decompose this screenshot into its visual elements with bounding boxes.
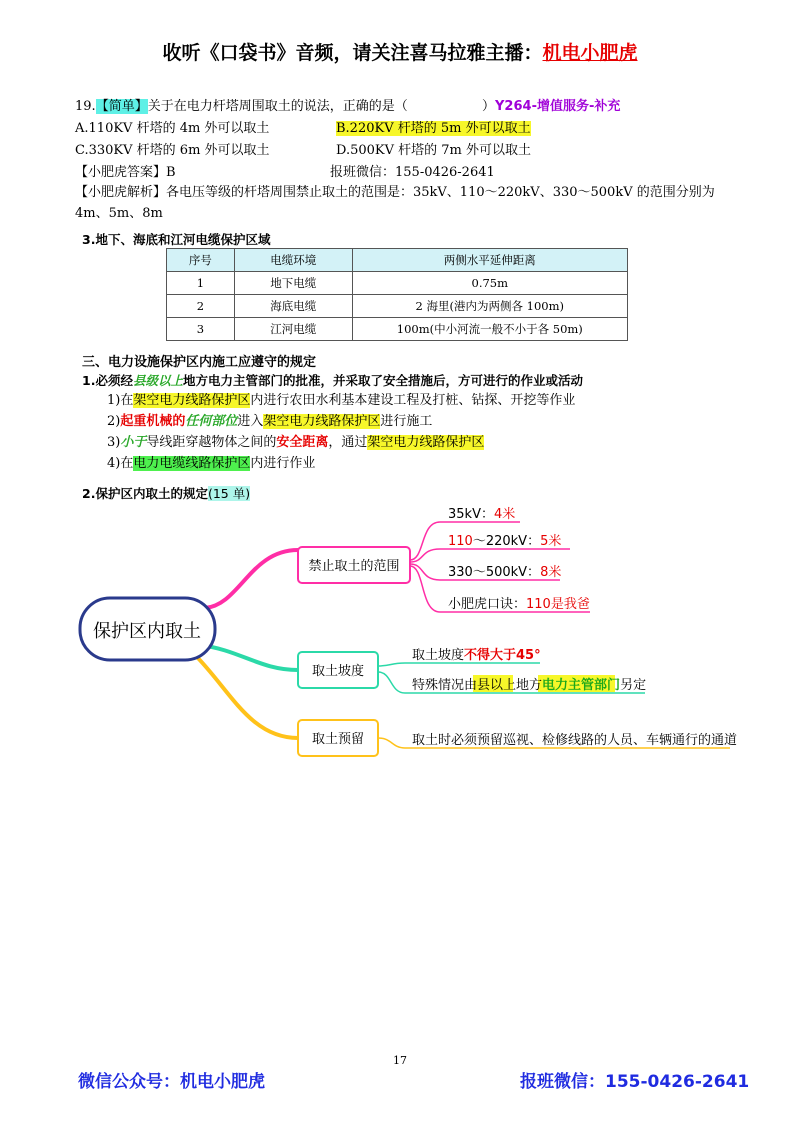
table-cell: 地下电缆 — [234, 272, 352, 295]
rule-1: 1.必须经县级以上地方电力主管部门的批准，并采取了安全措施后，方可进行的作业或活动 — [82, 373, 583, 388]
question-stem-end: ）Y264-增值服务-补充 — [482, 99, 621, 114]
header-prefix: 收听《口袋书》音频，请关注喜马拉雅主播： — [162, 42, 543, 64]
rule-item-2: 2)起重机械的任何部位进入架空电力线路保护区进行施工 — [107, 414, 433, 429]
range-35kv: 35kV：4米 — [448, 507, 516, 522]
table-cell: 1 — [167, 272, 235, 295]
slope-limit: 取土坡度不得大于45° — [412, 648, 541, 663]
mnemonic: 小肥虎口诀：110是我爸 — [448, 597, 590, 612]
table-row — [167, 295, 628, 318]
range-110-220kv: 110～220kV：5米 — [448, 534, 562, 549]
table-cell: 2 — [167, 295, 235, 318]
table-cell: 0.75m — [352, 272, 627, 295]
range-330-500kv: 330～500kV：8米 — [448, 565, 562, 580]
mindmap-root-label: 保护区内取土 — [93, 621, 201, 642]
analysis-line-2: 4m、5m、8m — [75, 206, 163, 221]
section-3-title: 3.地下、海底和江河电缆保护区域 — [82, 232, 271, 247]
slope-special-case: 特殊情况由县以上地方电力主管部门另定 — [412, 678, 647, 693]
question-text: 关于在电力杆塔周围取土的说法，正确的是（ — [147, 99, 408, 114]
connector-teal — [200, 645, 298, 670]
table-cell: 100m(中小河流一般不小于各 50m) — [352, 318, 627, 341]
option-c: C.330KV 杆塔的 6m 外可以取土 — [75, 143, 270, 158]
option-a: A.110KV 杆塔的 4m 外可以取土 — [75, 121, 270, 136]
connector-pink — [205, 550, 298, 608]
branch-slope-label: 取土坡度 — [311, 664, 365, 679]
question-stem — [75, 97, 408, 117]
footer-wechat-contact: 报班微信：155-0426-2641 — [520, 1072, 750, 1092]
answer: 【小肥虎答案】B — [75, 165, 176, 180]
difficulty-tag: 【简单】 — [95, 99, 148, 114]
table-row — [167, 272, 628, 295]
mindmap — [0, 500, 800, 780]
header-host-link[interactable]: 机电小肥虎 — [542, 42, 638, 64]
table-header: 电缆环境 — [234, 249, 352, 272]
table-cell: 海底电缆 — [234, 295, 352, 318]
table-cell: 3 — [167, 318, 235, 341]
page-header — [0, 38, 800, 65]
question-ref: Y264-增值服务-补充 — [495, 99, 621, 114]
table-header: 两侧水平延伸距离 — [352, 249, 627, 272]
analysis-line-1: 【小肥虎解析】各电压等级的杆塔周围禁止取土的范围是：35kV、110～220kV、330～500kV 的范围分别为 — [75, 185, 715, 200]
reserve-passage: 取土时必须预留巡视、检修线路的人员、车辆通行的通道 — [412, 733, 738, 748]
table-cell: 江河电缆 — [234, 318, 352, 341]
part-3-title: 三、电力设施保护区内施工应遵守的规定 — [82, 355, 317, 370]
question-number: 19. — [75, 99, 96, 114]
rule-2: 2.保护区内取土的规定(15 单) — [82, 486, 251, 501]
rule-item-3: 3)小于导线距穿越物体之间的安全距离，通过架空电力线路保护区 — [107, 435, 485, 450]
branch-forbidden-range-label: 禁止取土的范围 — [308, 559, 400, 574]
wechat-info: 报班微信：155-0426-2641 — [330, 165, 495, 180]
table-cell: 2 海里(港内为两侧各 100m) — [352, 295, 627, 318]
rule-item-1: 1)在架空电力线路保护区内进行农田水利基本建设工程及打桩、钻探、开挖等作业 — [107, 393, 576, 408]
table-header-row — [167, 249, 628, 272]
rule-item-4: 4)在电力电缆线路保护区内进行作业 — [107, 456, 316, 471]
page-number: 17 — [393, 1054, 407, 1067]
branch-reserve-label: 取土预留 — [311, 732, 365, 747]
footer-wechat-account: 微信公众号：机电小肥虎 — [78, 1072, 265, 1092]
option-d: D.500KV 杆塔的 7m 外可以取土 — [336, 143, 532, 158]
table-header: 序号 — [167, 249, 235, 272]
cable-table — [166, 248, 628, 341]
table-row — [167, 318, 628, 341]
option-b: B.220KV 杆塔的 5m 外可以取土 — [336, 121, 531, 136]
